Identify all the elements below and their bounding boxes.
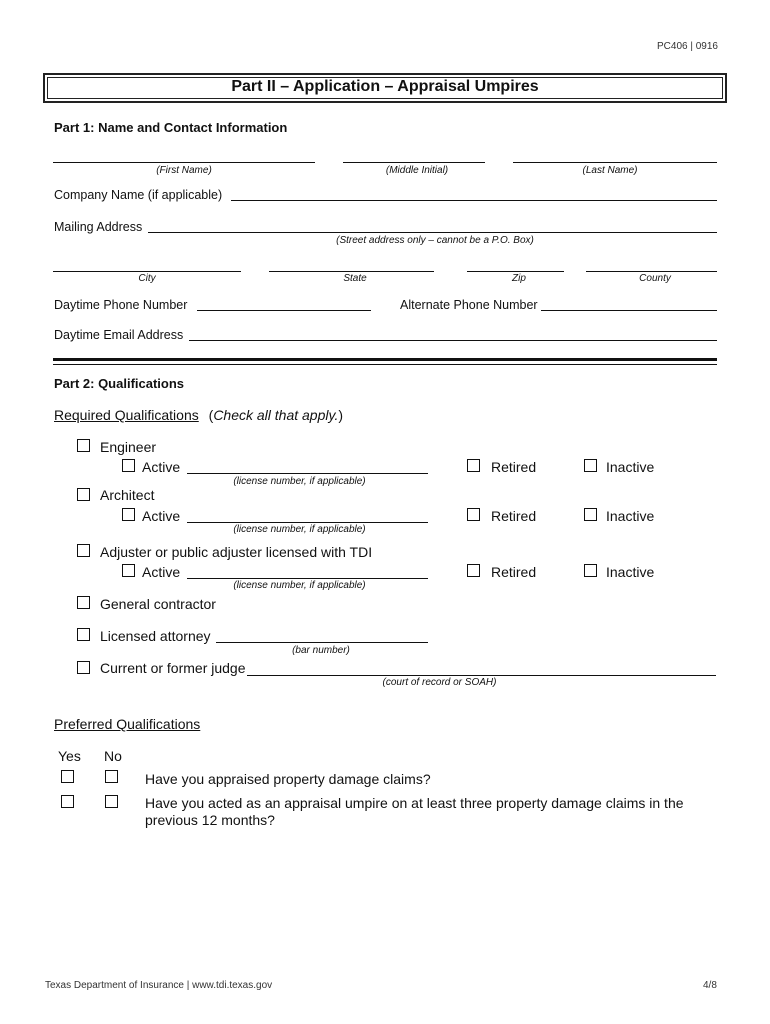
last-name-field[interactable] <box>513 162 717 163</box>
q1-no-checkbox[interactable] <box>105 770 118 783</box>
architect-inactive-label: Inactive <box>606 508 655 524</box>
email-label: Daytime Email Address <box>54 328 184 342</box>
bar-number-caption: (bar number) <box>292 645 350 656</box>
question-2-line-2: previous 12 months? <box>145 812 275 828</box>
question-1: Have you appraised property damage claims? <box>145 771 431 787</box>
architect-active-label: Active <box>142 508 181 524</box>
email-field[interactable] <box>189 340 717 341</box>
engineer-active-checkbox[interactable] <box>122 459 135 472</box>
company-label: Company Name (if applicable) <box>54 188 223 202</box>
architect-retired-label: Retired <box>491 508 537 524</box>
check-note: Check all that apply. <box>213 407 339 423</box>
zip-field[interactable] <box>467 271 564 272</box>
engineer-inactive-checkbox[interactable] <box>584 459 597 472</box>
no-header: No <box>104 748 122 764</box>
judge-label: Current or former judge <box>100 660 246 676</box>
first-name-field[interactable] <box>53 162 315 163</box>
page-title: Part II – Application – Appraisal Umpires <box>231 78 539 95</box>
county-field[interactable] <box>586 271 717 272</box>
middle-initial-caption: (Middle Initial) <box>385 165 449 176</box>
engineer-license-caption: (license number, if applicable) <box>233 476 366 487</box>
page-number: 4/8 <box>703 980 717 991</box>
judge-checkbox[interactable] <box>77 661 90 674</box>
part2-heading: Part 2: Qualifications <box>54 376 185 391</box>
attorney-checkbox[interactable] <box>77 628 90 641</box>
attorney-label: Licensed attorney <box>100 628 211 644</box>
middle-initial-field[interactable] <box>343 162 485 163</box>
adjuster-license-caption: (license number, if applicable) <box>233 580 366 591</box>
adjuster-checkbox[interactable] <box>77 544 90 557</box>
state-caption: State <box>343 273 367 284</box>
zip-caption: Zip <box>512 273 526 284</box>
adjuster-retired-checkbox[interactable] <box>467 564 480 577</box>
general-contractor-label: General contractor <box>100 596 216 612</box>
footer-left: Texas Department of Insurance | www.tdi.texas.gov <box>45 980 273 991</box>
adjuster-inactive-checkbox[interactable] <box>584 564 597 577</box>
general-contractor-checkbox[interactable] <box>77 596 90 609</box>
architect-active-checkbox[interactable] <box>122 508 135 521</box>
daytime-phone-field[interactable] <box>197 310 371 311</box>
check-note-open: ( <box>208 407 214 423</box>
q2-yes-checkbox[interactable] <box>61 795 74 808</box>
part1-heading: Part 1: Name and Contact Information <box>54 120 288 135</box>
architect-checkbox[interactable] <box>77 488 90 501</box>
bar-number-field[interactable] <box>216 642 428 643</box>
preferred-qualifications-label: Preferred Qualifications <box>54 716 201 732</box>
check-note-close: ) <box>338 407 344 423</box>
company-field[interactable] <box>231 200 717 201</box>
title-box <box>43 73 727 103</box>
county-caption: County <box>639 273 671 284</box>
first-name-caption: (First Name) <box>156 165 212 176</box>
engineer-active-label: Active <box>142 459 181 475</box>
daytime-phone-label: Daytime Phone Number <box>54 298 188 312</box>
required-qualifications-line <box>54 407 343 423</box>
yes-header: Yes <box>58 748 81 764</box>
engineer-license-field[interactable] <box>187 473 428 474</box>
architect-inactive-checkbox[interactable] <box>584 508 597 521</box>
architect-retired-checkbox[interactable] <box>467 508 480 521</box>
architect-license-field[interactable] <box>187 522 428 523</box>
architect-label: Architect <box>100 487 155 503</box>
form-code: PC406 | 0916 <box>657 41 718 52</box>
alternate-phone-field[interactable] <box>541 310 717 311</box>
engineer-inactive-label: Inactive <box>606 459 655 475</box>
court-field[interactable] <box>247 675 716 676</box>
section-separator <box>53 358 717 361</box>
court-caption: (court of record or SOAH) <box>382 677 497 688</box>
adjuster-inactive-label: Inactive <box>606 564 655 580</box>
adjuster-label: Adjuster or public adjuster licensed with TDI <box>100 544 373 560</box>
adjuster-license-field[interactable] <box>187 578 428 579</box>
alternate-phone-label: Alternate Phone Number <box>400 298 538 312</box>
adjuster-active-label: Active <box>142 564 181 580</box>
section-separator-thin <box>53 364 717 365</box>
adjuster-active-checkbox[interactable] <box>122 564 135 577</box>
engineer-retired-label: Retired <box>491 459 537 475</box>
engineer-label: Engineer <box>100 439 157 455</box>
state-field[interactable] <box>269 271 434 272</box>
architect-license-caption: (license number, if applicable) <box>233 524 366 535</box>
city-caption: City <box>138 273 156 284</box>
mailing-label: Mailing Address <box>54 220 143 234</box>
engineer-checkbox[interactable] <box>77 439 90 452</box>
adjuster-retired-label: Retired <box>491 564 537 580</box>
city-field[interactable] <box>53 271 241 272</box>
q2-no-checkbox[interactable] <box>105 795 118 808</box>
question-2-line-1: Have you acted as an appraisal umpire on at least three property damage claims in the <box>145 795 684 811</box>
q1-yes-checkbox[interactable] <box>61 770 74 783</box>
mailing-caption: (Street address only – cannot be a P.O. Box) <box>336 235 534 246</box>
last-name-caption: (Last Name) <box>582 165 638 176</box>
engineer-retired-checkbox[interactable] <box>467 459 480 472</box>
required-qualifications-label: Required Qualifications <box>54 407 199 423</box>
mailing-field[interactable] <box>148 232 717 233</box>
